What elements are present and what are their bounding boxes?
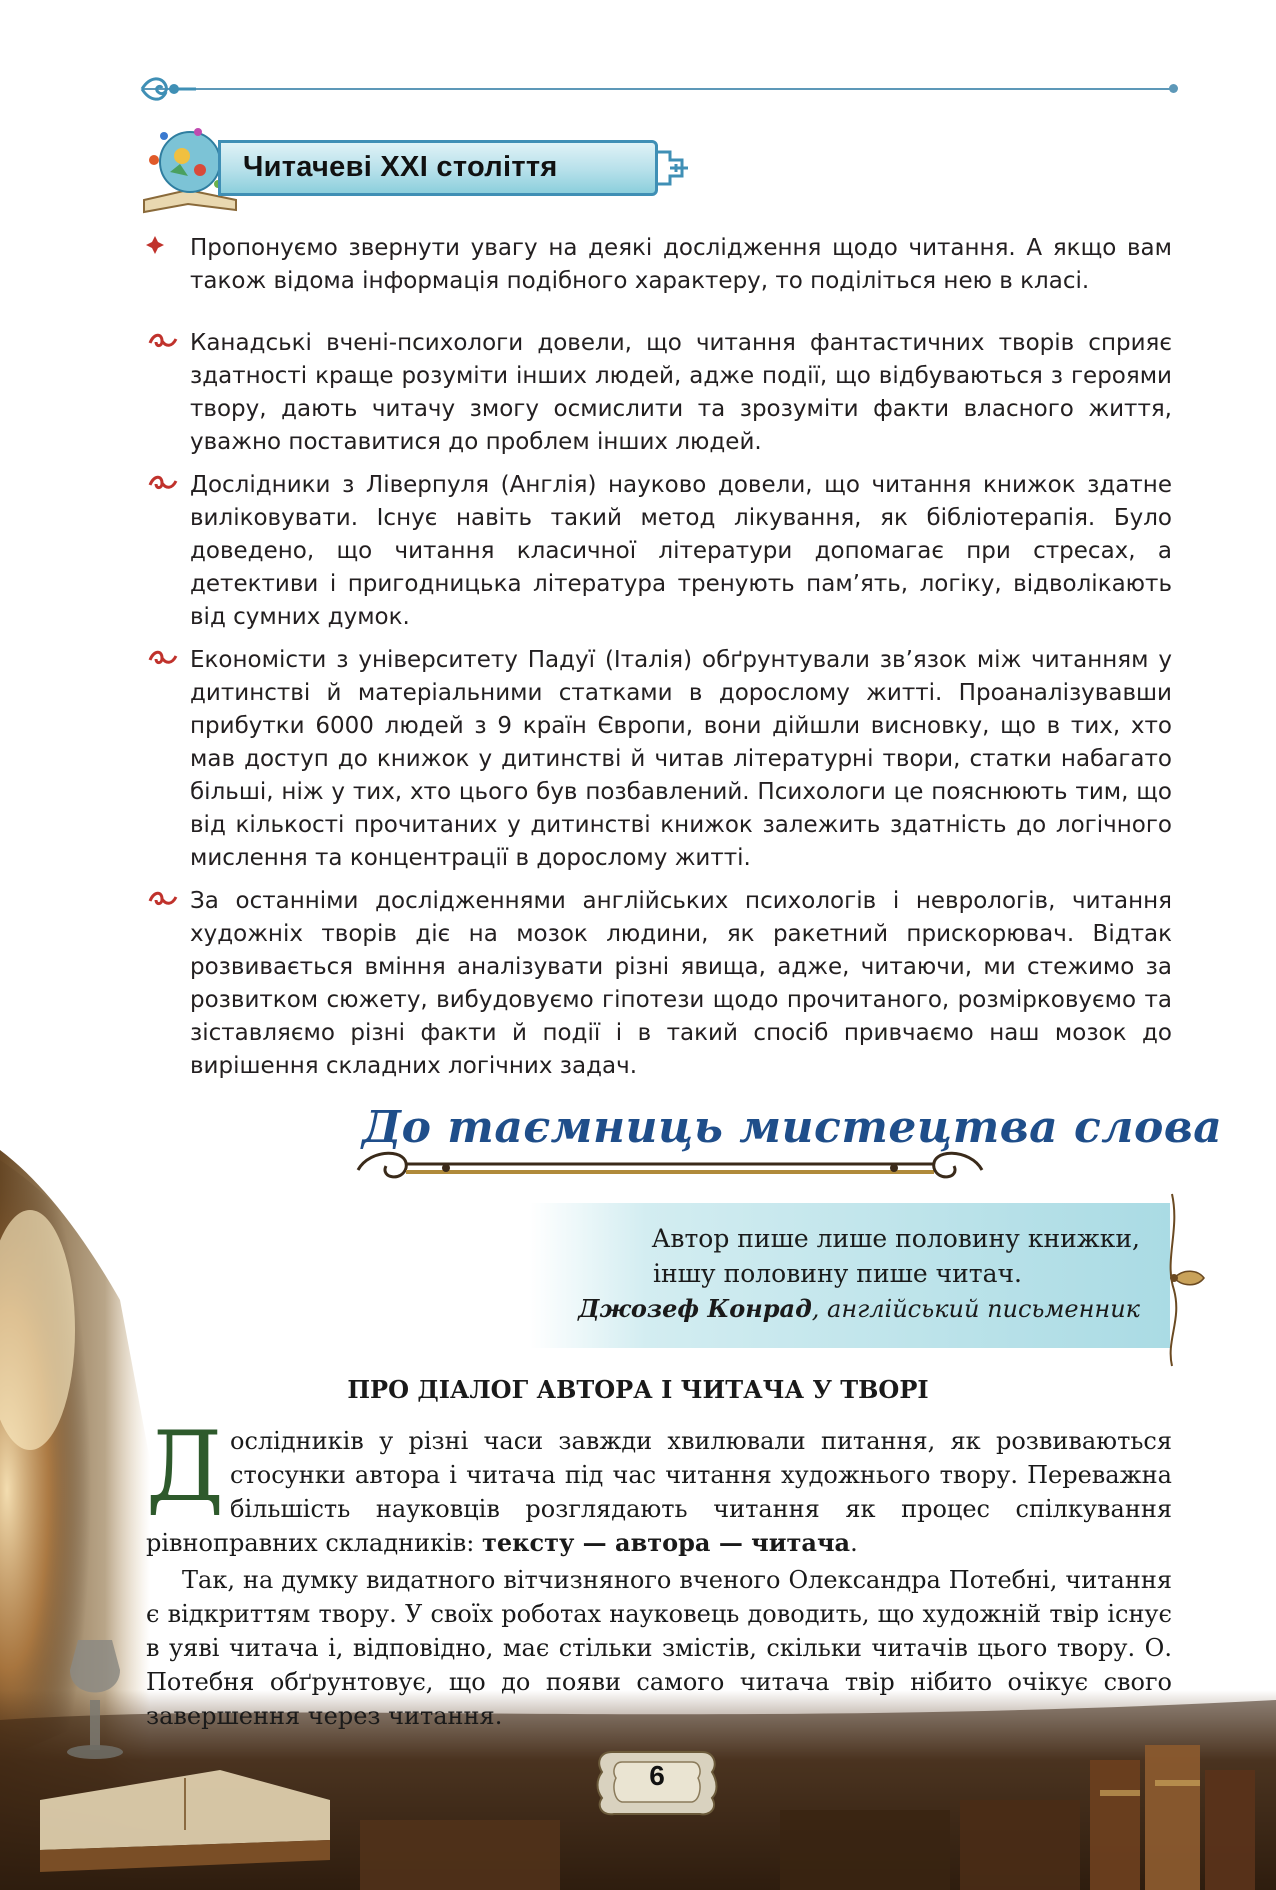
article-title: ПРО ДІАЛОГ АВТОРА І ЧИТАЧА У ТВОРІ (347, 1375, 929, 1404)
section-banner (218, 140, 658, 196)
section-title: Читачеві ХХІ століття (243, 151, 558, 183)
swirl-bullet-icon (148, 331, 178, 351)
list-item (190, 469, 1172, 634)
top-ornament-icon (138, 72, 198, 106)
epigraph-box (530, 1203, 1170, 1348)
epigraph-author-name: Джозеф Конрад (578, 1294, 812, 1323)
article-p1-end: . (850, 1529, 858, 1557)
epigraph-author (578, 1295, 1140, 1323)
page-number: 6 (649, 1760, 665, 1791)
top-rule (142, 88, 1172, 90)
intro-paragraph: Пропонуємо звернути увагу на деякі дослідження щодо читання. А якщо вам також відома інформація подібного характеру, то поділіться нею в класі. (190, 235, 1172, 294)
list-item-text: Дослідники з Ліверпуля (Англія) науково довели, що читання книжок здатне виліковувати. Існує навіть такий метод лікування, як бібліотерапія. Було доведено, що читання класичної літератури допомагає при стресах, а детективи і пригодницька література тренують пам’ять, логіку, відволікають від сумних думок. (190, 472, 1172, 630)
research-list (190, 327, 1172, 1093)
swirl-bullet-icon (148, 648, 178, 668)
drop-cap: Д (146, 1411, 225, 1523)
swirl-bullet-icon (148, 889, 178, 909)
epigraph (578, 1221, 1140, 1327)
diamond-bullet-icon (145, 235, 165, 255)
article-paragraph-2: Так, на думку видатного вітчизняного вченого Олександра Потебні, читання є відкриттям твору. У своїх роботах науковець доводить, що художній твір існує в уяві читача і, відповідно, має стільки змістів, скільки читачів цього твору. О. Потебня обґрунтовує, що до появи самого читача твір нібито очікує свого завершення через читання. (146, 1566, 1172, 1730)
art-section-heading: До таємниць мистецтва слова (362, 1102, 1223, 1153)
list-item-text: Економісти з університету Падуї (Італія) обґрунтували зв’язок між читанням у дитинстві й матеріальними статками в дорослому житті. Проаналізувавши прибутки 6000 людей з 9 країн Європи, вони дійшли висновку, що в тих, хто мав доступ до книжок у дитинстві й читав літературні твори, статки набагато більші, ніж у тих, хто цього був позбавлений. Психологи це пояснюють тим, що від кількості прочитаних у дитинстві книжок залежить здатність до логічного мислення та концентрації в дорослому житті. (190, 647, 1172, 871)
epigraph-line-2: іншу половину пише читач. (653, 1259, 1022, 1288)
swirl-bullet-icon (148, 473, 178, 493)
top-rule-dot (1169, 84, 1178, 93)
article-paragraph-1 (146, 1411, 1172, 1560)
epigraph-ornament-icon (1158, 1190, 1208, 1370)
epigraph-author-note: , англійський письменник (811, 1295, 1140, 1323)
banner-end-ornament-icon (654, 146, 688, 190)
list-item (190, 885, 1172, 1083)
article-p1-text: ослідників у різні часи завжди хвилювали питання, як розвиваються стосунки автора і читача під час читання художнього твору. Переважна більшість науковців розглядають читання як процес спілкування рівноправних складників: (146, 1427, 1172, 1557)
list-item-text: За останніми дослідженнями англійських психологів і неврологів, читання художніх творів діє на мозок людини, як ракетний прискорювач. Відтак розвивається вміння аналізувати різні явища, адже, читаючи, ми стежимо за розвитком сюжету, вибудовуємо гіпотези щодо прочитаного, розмірковуємо та зіставляємо різні факти й події і в такий спосіб привчаємо наш мозок до вирішення складних логічних задач. (190, 888, 1172, 1079)
list-item (190, 644, 1172, 875)
list-item-text: Канадські вчені-психологи довели, що читання фантастичних творів сприяє здатності краще розуміти інших людей, адже події, що відбуваються з героями твору, дають читачу змогу осмислити та зрозуміти факти власного життя, уважно поставитися до проблем інших людей. (190, 330, 1172, 455)
list-item (190, 327, 1172, 459)
article-p1-bold: тексту — автора — читача (482, 1528, 851, 1557)
epigraph-line-1: Автор пише лише половину книжки, (651, 1224, 1140, 1253)
flourish-underline-icon (350, 1142, 990, 1186)
